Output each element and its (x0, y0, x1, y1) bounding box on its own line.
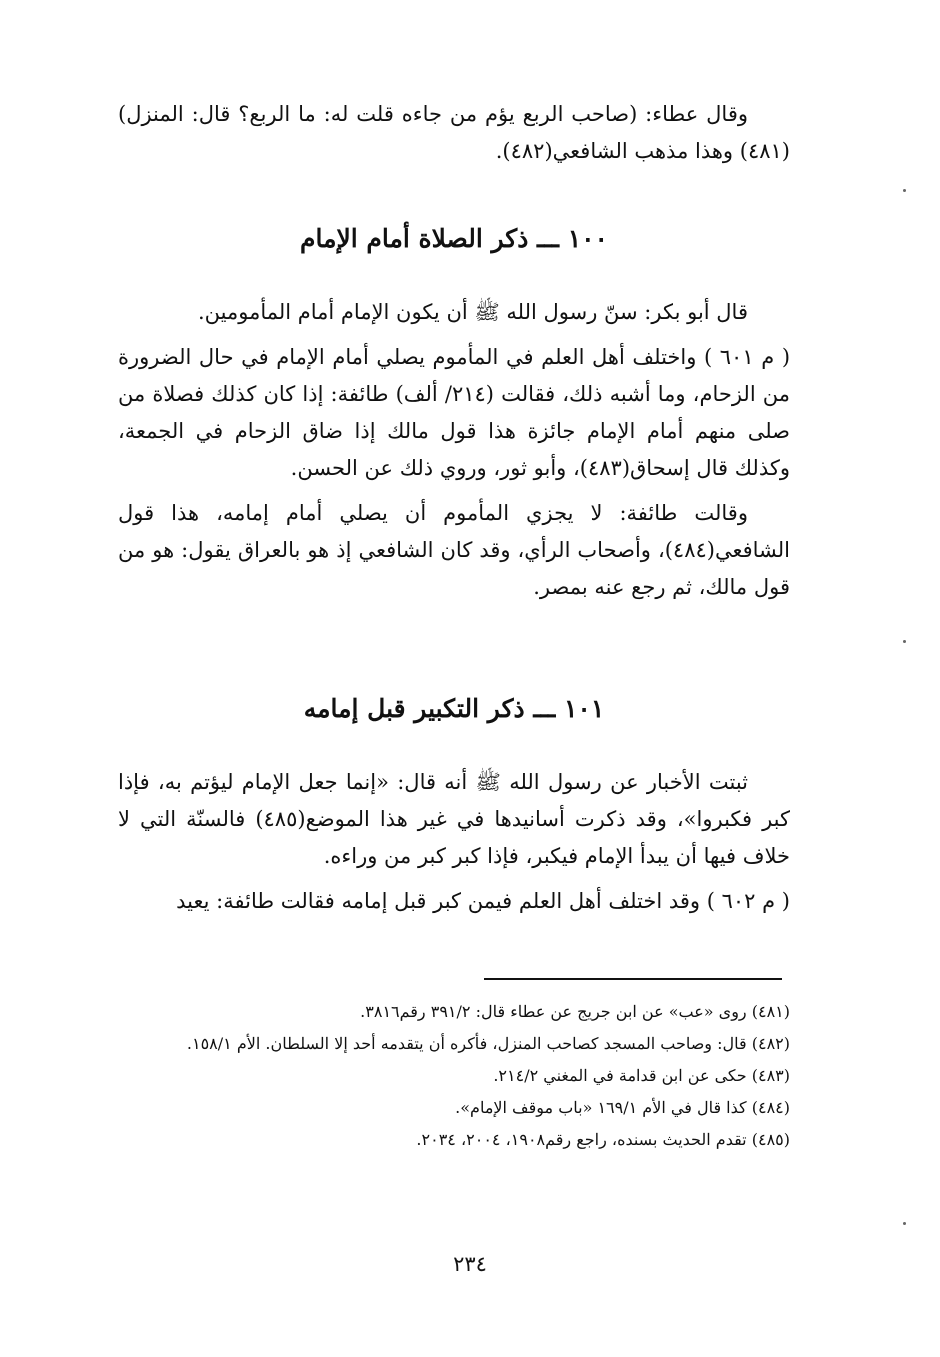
footnote-483: (٤٨٣) حكى عن ابن قدامة في المغني ٢١٤/٢. (493, 1066, 790, 1085)
paragraph-101-2: ( م ٦٠٢ ) وقد اختلف أهل العلم فيمن كبر قبل إمامه فقالت طائفة: يعيد (176, 889, 790, 913)
scan-speck (903, 640, 906, 643)
intro-block (118, 96, 790, 170)
paragraph-100-3: وقالت طائفة: لا يجزي المأموم أن يصلي أمام إمامه، هذا قول الشافعي(٤٨٤)، وأصحاب الرأي، وقد كان الشافعي إذ هو بالعراق يقول: هو من قول مالك، ثم رجع عنه بمصر. (118, 501, 790, 599)
scan-speck (903, 189, 906, 192)
paragraph-100-1: قال أبو بكر: سنّ رسول الله ﷺ أن يكون الإمام أمام المأمومين. (197, 300, 748, 324)
footnote-481: (٤٨١) روى «عب» عن ابن جريج عن عطاء قال: ٣٩١/٢ رقم٣٨١٦. (360, 1002, 790, 1021)
section-101-block (118, 764, 790, 920)
footnotes (118, 996, 790, 1156)
footnote-484: (٤٨٤) كذا قال في الأم ١٦٩/١ «باب موقف الإمام». (455, 1098, 790, 1117)
footnote-separator (484, 978, 782, 980)
paragraph-intro: وقال عطاء: (صاحب الربع يؤم من جاءه قلت له: ما الربع؟ قال: المنزل)(٤٨١) وهذا مذهب الشافعي(٤٨٢). (118, 102, 790, 163)
page-number: ٢٣٤ (453, 1252, 487, 1276)
paragraph-101-1: ثبتت الأخبار عن رسول الله ﷺ أنه قال: «إنما جعل الإمام ليؤتم به، فإذا كبر فكبروا»، وقد ذكرت أسانيدها في غير هذا الموضع(٤٨٥) فالسنّة التي لا خلاف فيها أن يبدأ الإمام فيكبر، فإذا كبر كبر من وراءه. (118, 770, 790, 868)
section-heading-100: ١٠٠ ـــ ذكر الصلاة أمام الإمام (300, 224, 608, 253)
footnote-485: (٤٨٥) تقدم الحديث بسنده، راجع رقم١٩٠٨، ٢٠٠٤، ٢٠٣٤. (416, 1130, 790, 1149)
paragraph-100-2: ( م ٦٠١ ) واختلف أهل العلم في المأموم يصلي أمام الإمام في حال الضرورة من الزحام، وما أشبه ذلك، فقالت (٢١٤/ ألف) طائفة: إذا كان كذلك فصلاة من صلى منهم أمام الإمام جائزة هذا قول مالك إذا ضاق الزحام في الجمعة، وكذلك قال إسحاق(٤٨٣)، وأبو ثور، وروي ذلك عن الحسن. (118, 345, 791, 480)
section-heading-101: ١٠١ ـــ ذكر التكبير قبل إمامه (303, 694, 605, 723)
footnote-482: (٤٨٢) قال: وصاحب المسجد كصاحب المنزل، فأكره أن يتقدمه أحد إلا السلطان. الأم ١٥٨/١. (186, 1034, 790, 1053)
scan-speck (903, 1222, 906, 1225)
section-100-block (118, 294, 790, 606)
